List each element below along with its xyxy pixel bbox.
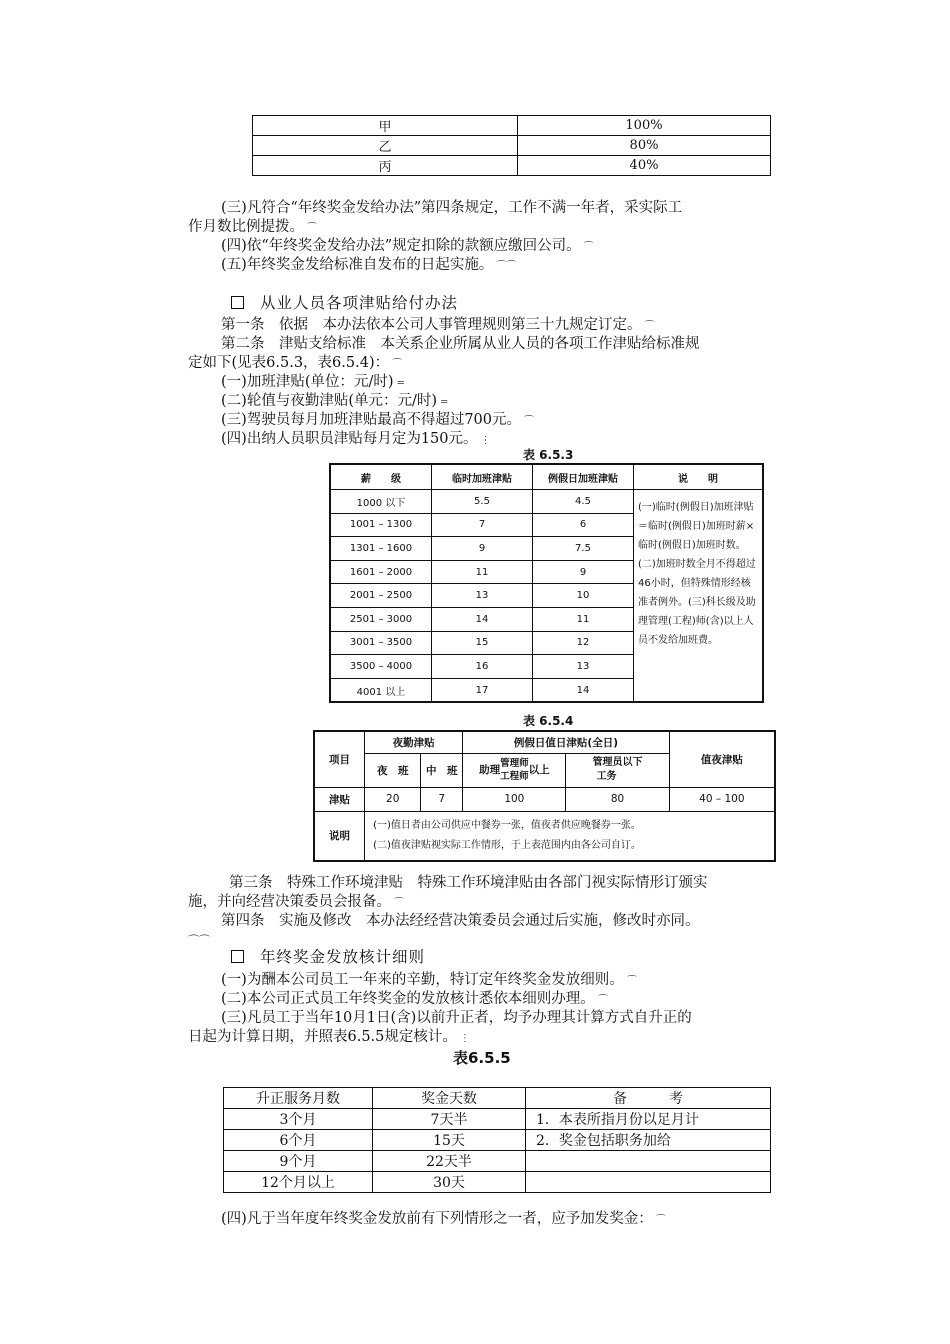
bonus-days-table: [223, 1087, 771, 1193]
holiday-overtime-cell: 4.5: [533, 490, 634, 514]
temp-overtime-cell: 15: [432, 631, 533, 655]
holiday-overtime-cell: 10: [533, 584, 634, 608]
article-2-cont: [188, 354, 402, 374]
article-4: [221, 912, 700, 931]
temp-overtime-cell: 11: [432, 560, 533, 584]
paragraph-4: [221, 237, 594, 257]
months-cell: 6个月: [224, 1130, 373, 1151]
edit-mark: ⌒: [655, 1215, 666, 1226]
text: (四)出纳人员职员津贴每月定为150元。: [221, 431, 478, 447]
grade-cell: 乙: [253, 136, 518, 156]
text: 工务: [596, 771, 617, 782]
edit-mark: ⌒: [394, 898, 404, 909]
remark-cell: 2．奖金包括职务加给: [526, 1130, 771, 1151]
temp-overtime-cell: 17: [432, 678, 533, 702]
text: 第四条 实施及修改 本办法经经营决策委员会通过后实施，修改时亦同。: [221, 913, 700, 929]
paragraph-3: [221, 1009, 692, 1028]
allowance-label: 津贴: [314, 787, 365, 811]
table-row: [224, 1109, 771, 1130]
days-cell: 7天半: [373, 1109, 526, 1130]
assistant-header: [463, 753, 566, 787]
table-row: [224, 1172, 771, 1193]
column-header: 临时加班津贴: [432, 464, 533, 490]
grade-cell: 甲: [253, 116, 518, 136]
text: (三)凡符合“年终奖金发给办法”第四条规定，工作不满一年者，采实际工: [221, 200, 683, 216]
text: (四)凡于当年度年终奖金发放前有下列情形之一者，应予加发奖金：: [221, 1211, 653, 1227]
table-header-row: [314, 731, 775, 753]
salary-cell: 2501 – 3000: [330, 607, 432, 631]
text: (二)值夜津贴视实际工作情形，于上表范围内由各公司自订。: [373, 839, 641, 851]
edit-mark: ⌒: [597, 995, 608, 1006]
text: (二)本公司正式员工年终奖金的发放核计悉依本细则办理。: [221, 991, 595, 1007]
salary-cell: 3001 – 3500: [330, 631, 432, 655]
table-row: [224, 1130, 771, 1151]
edit-mark: =: [396, 378, 405, 389]
notes-cell: (一)临时(例假日)加班津贴＝临时(例假日)加班时薪×临时(例假日)加班时数。(二)加班时数全月不得超过46小时，但特殊情形经核准者例外。(三)科长级及助理管理(工程)师(含)以上人员不发给加班费。: [634, 490, 764, 703]
text: 施，并向经营决策委员会报备。: [188, 894, 391, 910]
edit-mark: ⌒: [392, 359, 403, 370]
paragraph-3-cont: [188, 218, 317, 238]
text: 作月数比例提拨。: [188, 219, 304, 235]
table-row: [330, 490, 763, 514]
paragraph-5: [221, 256, 516, 276]
text: (五)年终奖金发给标准自发布的日起实施。: [221, 257, 494, 273]
text: 日起为计算日期，并照表6.5.5规定核计。: [188, 1029, 457, 1045]
heading-text: 年终奖金发放核计细则: [260, 948, 426, 966]
column-header: 奖金天数: [373, 1088, 526, 1109]
months-cell: 3个月: [224, 1109, 373, 1130]
section-heading: [231, 294, 458, 313]
holiday-overtime-cell: 13: [533, 655, 634, 679]
months-cell: 12个月以上: [224, 1172, 373, 1193]
column-header: 薪 级: [330, 464, 432, 490]
holiday-overtime-cell: 9: [533, 560, 634, 584]
heading-text: 从业人员各项津贴给付办法: [260, 294, 459, 312]
value-cell: 7: [421, 787, 463, 811]
overnight-header: 值夜津贴: [669, 731, 775, 787]
temp-overtime-cell: 14: [432, 607, 533, 631]
holiday-header: 例假日值日津贴(全日): [463, 731, 669, 753]
temp-overtime-cell: 16: [432, 655, 533, 679]
item-1: [221, 373, 405, 393]
table-row: [314, 787, 775, 811]
holiday-overtime-cell: 14: [533, 678, 634, 702]
edit-mark: ⌒: [524, 416, 534, 427]
column-header: 说 明: [634, 464, 764, 490]
edit-mark: ⌒: [626, 976, 637, 987]
table-caption: 表6.5.5: [453, 1049, 511, 1067]
edit-mark: ⌒⌒: [496, 261, 517, 272]
paragraph-1: [221, 971, 637, 991]
table-row: [253, 136, 771, 156]
text: 第三条 特殊工作环境津贴 特殊工作环境津贴由各部门视实际情形订颁实: [229, 875, 708, 891]
text: (三)驾驶员每月加班津贴最高不得超过700元。: [221, 412, 521, 428]
text: (二)轮值与夜勤津贴(单元：元/时): [221, 393, 438, 409]
salary-cell: 1000 以下: [330, 490, 432, 514]
salary-cell: 3500 – 4000: [330, 655, 432, 679]
edit-mark: ⌒: [644, 321, 655, 332]
holiday-overtime-cell: 7.5: [533, 537, 634, 561]
column-header: 升正服务月数: [224, 1088, 373, 1109]
text: 第二条 津贴支给标准 本关系企业所属从业人员的各项工作津贴给标准规: [221, 336, 700, 352]
edit-mark: ⋮: [459, 1033, 470, 1044]
section-heading: [231, 948, 425, 967]
text: 定如下(见表6.5.3，表6.5.4)：: [188, 355, 390, 371]
item-header: 项目: [314, 731, 365, 787]
mid-shift-header: 中 班: [421, 753, 463, 787]
text: (四)依“年终奖金发给办法”规定扣除的款额应缴回公司。: [221, 238, 581, 254]
text: (三)凡员工于当年10月1日(含)以前升正者，均予办理其计算方式自升正的: [221, 1010, 692, 1026]
holiday-overtime-cell: 6: [533, 513, 634, 537]
value-cell: 40 – 100: [669, 787, 775, 811]
article-1: [221, 316, 655, 336]
text: 第一条 依据 本办法依本公司人事管理规则第三十九规定订定。: [221, 317, 642, 333]
table-row: [253, 156, 771, 176]
text: 助理: [479, 764, 501, 776]
overtime-allowance-table: [329, 463, 764, 703]
edit-mark: ⋮: [480, 435, 491, 446]
explain-label: 说明: [314, 811, 365, 861]
text: 管理员以下: [592, 757, 643, 768]
text: (一)为酬本公司员工一年来的辛勤，特订定年终奖金发放细则。: [221, 972, 624, 988]
days-cell: 30天: [373, 1172, 526, 1193]
days-cell: 22天半: [373, 1151, 526, 1172]
value-cell: 20: [365, 787, 421, 811]
article-2: [221, 335, 700, 354]
edit-mark: ⌒⌒: [188, 934, 210, 947]
staff-header: [566, 753, 669, 787]
table-row: [253, 116, 771, 136]
temp-overtime-cell: 7: [432, 513, 533, 537]
explain-cell: [365, 811, 775, 861]
table-header-row: [224, 1088, 771, 1109]
column-header: 备 考: [526, 1088, 771, 1109]
edit-mark: ⌒: [307, 223, 317, 234]
holiday-overtime-cell: 11: [533, 607, 634, 631]
item-4: [221, 430, 491, 450]
night-header: 夜勤津贴: [365, 731, 463, 753]
salary-cell: 1601 – 2000: [330, 560, 432, 584]
temp-overtime-cell: 9: [432, 537, 533, 561]
months-cell: 9个月: [224, 1151, 373, 1172]
table-row: [314, 811, 775, 861]
remark-cell: [526, 1151, 771, 1172]
item-2: [221, 392, 448, 412]
paragraph-4: [221, 1210, 666, 1230]
checkbox-square-icon: [231, 950, 244, 963]
article-3: [229, 874, 708, 893]
paragraph-3: [221, 199, 682, 218]
value-cell: 80: [566, 787, 669, 811]
percent-cell: 80%: [518, 136, 771, 156]
text: (一)加班津贴(单位：元/时): [221, 374, 394, 390]
remark-cell: [526, 1172, 771, 1193]
article-3-cont: [188, 893, 404, 913]
table-caption: 表 6.5.3: [523, 448, 574, 462]
grade-percentage-table: [252, 115, 771, 176]
salary-cell: 1301 – 1600: [330, 537, 432, 561]
text: 管理师: [500, 758, 529, 769]
text: 以上: [528, 764, 550, 776]
text: 工程师: [500, 771, 529, 782]
checkbox-square-icon: [231, 296, 244, 309]
percent-cell: 100%: [518, 116, 771, 136]
duty-allowance-table: [313, 730, 776, 862]
temp-overtime-cell: 5.5: [432, 490, 533, 514]
salary-cell: 1001 – 1300: [330, 513, 432, 537]
column-header: 例假日加班津贴: [533, 464, 634, 490]
value-cell: 100: [463, 787, 566, 811]
stacked-text: [500, 757, 529, 783]
salary-cell: 2001 – 2500: [330, 584, 432, 608]
grade-cell: 丙: [253, 156, 518, 176]
holiday-overtime-cell: 12: [533, 631, 634, 655]
remark-cell: 1．本表所指月份以足月计: [526, 1109, 771, 1130]
night-shift-header: 夜 班: [365, 753, 421, 787]
salary-cell: 4001 以上: [330, 678, 432, 702]
paragraph-2: [221, 990, 608, 1010]
item-3: [221, 411, 534, 431]
paragraph-3-cont: [188, 1028, 470, 1048]
temp-overtime-cell: 13: [432, 584, 533, 608]
edit-mark: =: [440, 397, 449, 408]
days-cell: 15天: [373, 1130, 526, 1151]
percent-cell: 40%: [518, 156, 771, 176]
table-caption: 表 6.5.4: [523, 714, 574, 728]
table-row: [224, 1151, 771, 1172]
edit-mark: ⌒: [583, 242, 594, 253]
text: (一)值日者由公司供应中餐券一张，值夜者供应晚餐券一张。: [373, 819, 641, 831]
table-header-row: [330, 464, 763, 490]
